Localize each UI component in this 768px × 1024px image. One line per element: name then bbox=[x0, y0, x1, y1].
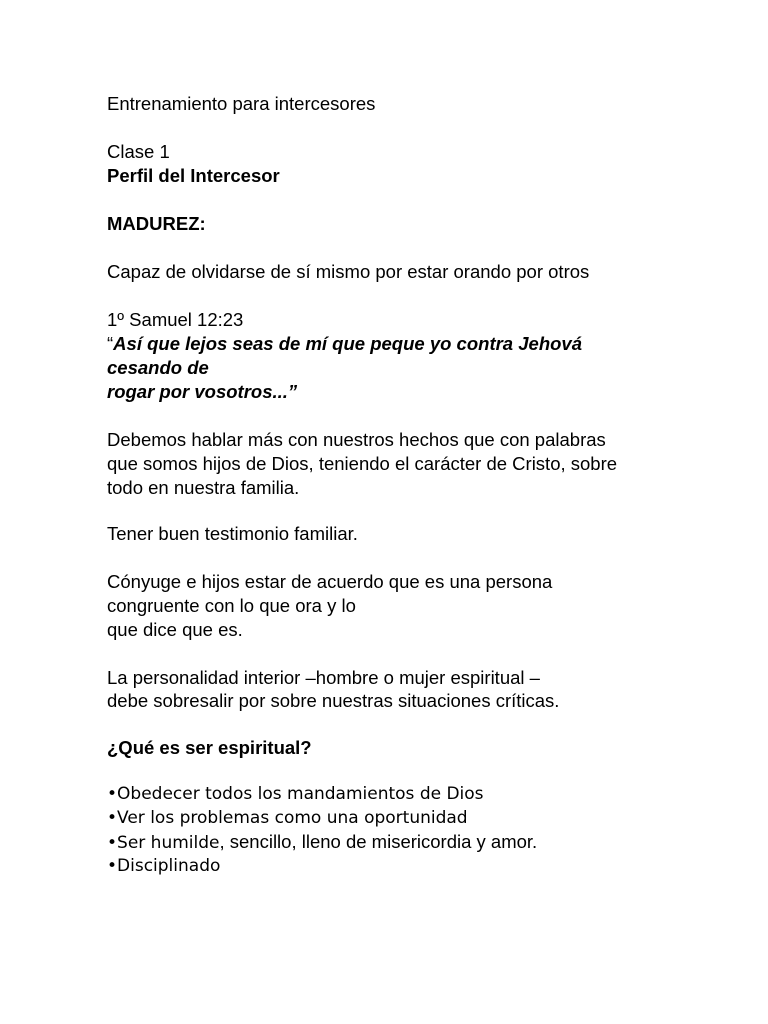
quote-text-1: Así que lejos seas de mí que peque yo contra Jehová bbox=[113, 333, 582, 354]
section-heading-madurez: MADUREZ: bbox=[107, 213, 206, 234]
bullet-humble bbox=[107, 830, 537, 855]
quote-open-mark: “ bbox=[107, 333, 114, 354]
paragraph-deeds-line-1: Debemos hablar más con nuestros hechos que con palabras bbox=[107, 429, 606, 450]
scripture-quote-line-2: cesando de bbox=[107, 357, 209, 378]
bullet-obey: •Obedecer todos los mandamientos de Dios bbox=[107, 784, 484, 804]
paragraph-spouse-line-3: que dice que es. bbox=[107, 619, 243, 640]
paragraph-deeds-line-2: que somos hijos de Dios, teniendo el carácter de Cristo, sobre bbox=[107, 453, 618, 474]
bullet-humble-part-a: •Ser humilde bbox=[107, 833, 220, 853]
paragraph-self-forgetting: Capaz de olvidarse de sí mismo por estar orando por otros bbox=[107, 261, 590, 282]
paragraph-spouse-line-2: congruente con lo que ora y lo bbox=[107, 595, 356, 616]
question-heading: ¿Qué es ser espiritual? bbox=[107, 737, 312, 758]
paragraph-personality-line-2: debe sobresalir por sobre nuestras situaciones críticas. bbox=[107, 690, 560, 711]
paragraph-personality-line-1: La personalidad interior –hombre o mujer espiritual – bbox=[107, 667, 540, 688]
class-title: Perfil del Intercesor bbox=[107, 165, 280, 186]
document-header-title: Entrenamiento para intercesores bbox=[107, 93, 376, 114]
scripture-quote-line-1 bbox=[107, 332, 582, 356]
scripture-quote-line-3: rogar por vosotros...” bbox=[107, 381, 298, 402]
paragraph-spouse-line-1: Cónyuge e hijos estar de acuerdo que es una persona bbox=[107, 571, 553, 592]
class-number: Clase 1 bbox=[107, 141, 170, 162]
paragraph-deeds-line-3: todo en nuestra familia. bbox=[107, 477, 300, 498]
bullet-disciplined: •Disciplinado bbox=[107, 856, 221, 876]
paragraph-testimony: Tener buen testimonio familiar. bbox=[107, 523, 358, 544]
scripture-reference: 1º Samuel 12:23 bbox=[107, 309, 244, 330]
bullet-humble-part-b: , sencillo, lleno de misericordia y amor. bbox=[219, 831, 538, 852]
bullet-problems: •Ver los problemas como una oportunidad bbox=[107, 808, 468, 828]
